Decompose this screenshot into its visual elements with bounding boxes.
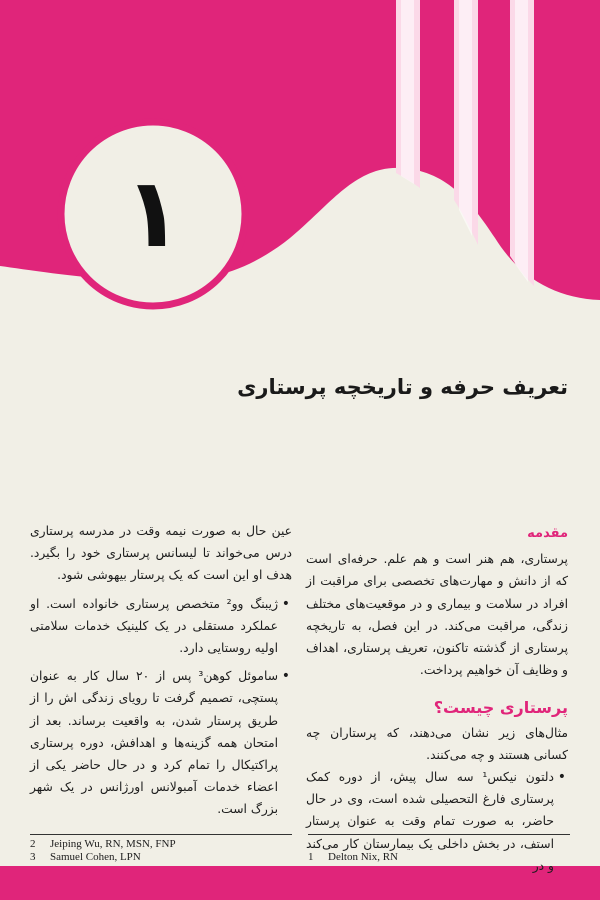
intro-paragraph: پرستاری، هم هنر است و هم علم. حرفه‌ای است که از دانش و مهارت‌های تخصصی برای مراقبت از افراد در سلامت و بیماری و در موقعیت‌های مختلف زندگی، مراقبت می‌کند. در این فصل، به تاریخچه پرستاری از گذشته تاکنون، تعریف پرستاری، اهداف و وظایف آن خواهیم پرداخت. [306, 552, 568, 678]
chapter-number: ١ [123, 157, 183, 269]
right-column [306, 523, 568, 883]
footnote-number: 1 [308, 851, 314, 863]
footnote-3 [30, 851, 141, 864]
left-column [30, 520, 292, 827]
footnote-text: Samuel Cohen, LPN [50, 851, 141, 863]
intro-heading: مقدمه [527, 526, 568, 541]
footnote-text: Jeiping Wu, RN, MSN, FNP [50, 838, 176, 850]
examples-list-continued [30, 593, 292, 821]
footnote-divider-right [308, 834, 570, 835]
decor-stripes [396, 0, 534, 286]
footnote-2 [30, 838, 176, 851]
continuation-paragraph: عین حال به صورت نیمه وقت در مدرسه پرستاری درس می‌خواند تا لیسانس پرستاری خود را بگیرد. هدف او این است که یک پرستار بیهوشی شود. [30, 524, 292, 583]
footnote-text: Delton Nix, RN [328, 851, 398, 863]
footnote-number: 2 [30, 838, 36, 850]
section-paragraph: مثال‌های زیر نشان می‌دهند، که پرستاران چه کسانی هستند و چه می‌کنند. [306, 725, 568, 762]
footnote-1 [308, 851, 398, 864]
list-item: • دلتون نیکس¹ سه سال پیش، از دوره کمک پرستاری فارغ التحصیلی شده است، وی در حال حاضر، به صورت تمام وقت به عنوان پرستار استف، در بخش داخلی یک بیمارستان کار می‌کند و در [306, 766, 554, 877]
list-item: • ساموئل کوهن³ پس از ۲۰ سال کار به عنوان پستچی، تصمیم گرفت تا رویای زندگی اش را از طریق پرستار شدن، به واقعیت برساند. بعد از امتحان همه گزینه‌ها و اهدافش، دوره پرستاری پراکتیکال را تمام کرد و در حال حاضر یکی از اعضاء خدمات آمبولانس اورژانس در یک شهر بزرگ است. [30, 665, 278, 820]
chapter-title: تعریف حرفه و تاریخچه پرستاری [237, 375, 568, 399]
list-item: • ژیبنگ وو² متخصص پرستاری خانواده است. او عملکرد مستقلی در یک کلینیک خدمات سلامتی اولیه روستایی دارد. [30, 593, 278, 660]
footnote-number: 3 [30, 851, 36, 863]
footnote-divider-left [30, 834, 292, 835]
section-heading: پرستاری چیست؟ [433, 698, 568, 718]
